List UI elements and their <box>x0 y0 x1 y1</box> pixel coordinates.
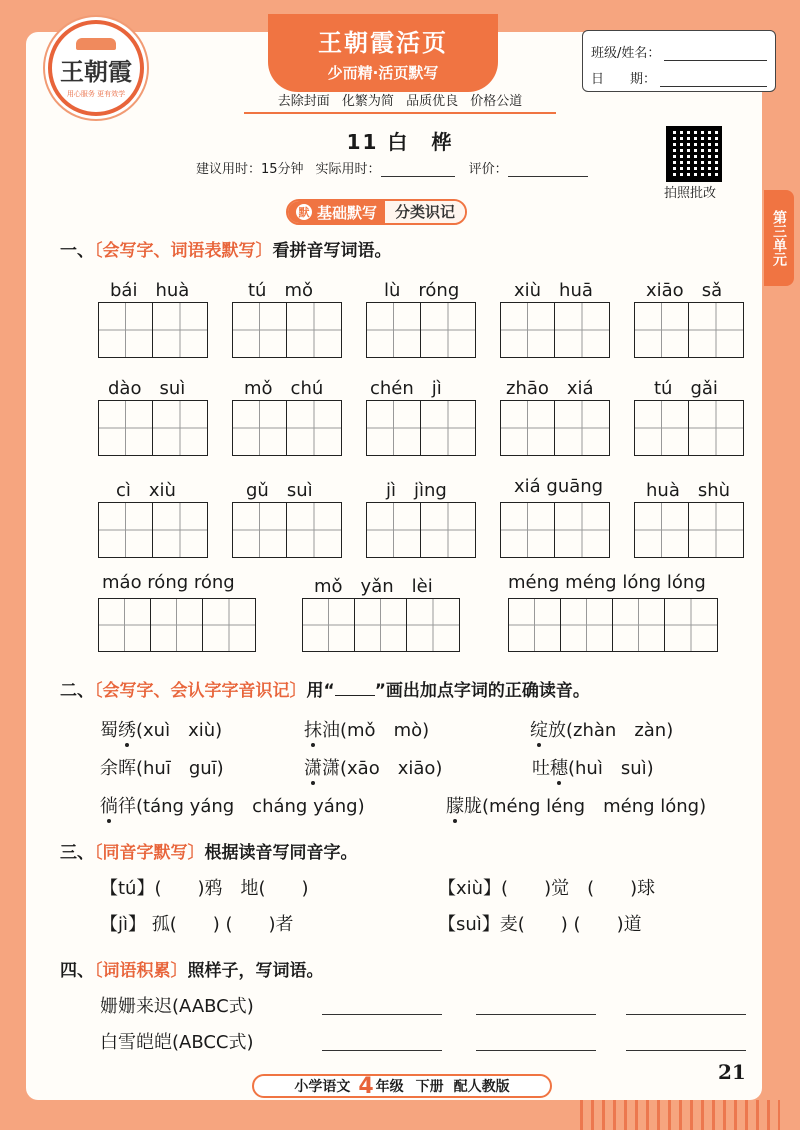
grid-cell[interactable] <box>203 599 255 651</box>
footer-subject: 小学语文 <box>294 1079 351 1095</box>
writing-grid[interactable] <box>366 400 476 456</box>
page-number: 21 <box>718 1060 746 1084</box>
pinyin-label: xiù huā <box>514 280 593 301</box>
date-label: 日 期： <box>591 72 657 87</box>
grid-cell[interactable] <box>287 503 341 557</box>
writing-grid[interactable] <box>232 400 342 456</box>
grid-cell[interactable] <box>665 599 717 651</box>
pinyin-label: zhāo xiá <box>506 378 594 399</box>
grid-cell[interactable] <box>501 503 555 557</box>
pinyin-label: cì xiù <box>116 480 176 501</box>
question-1-heading <box>60 236 392 261</box>
grid-cell[interactable] <box>613 599 665 651</box>
grid-cell[interactable] <box>233 503 287 557</box>
motto-bar <box>244 92 556 114</box>
crown-icon <box>76 38 116 50</box>
pinyin-label: lù róng <box>384 280 460 301</box>
answer-line[interactable] <box>322 1014 442 1015</box>
pinyin-label: gǔ suì <box>246 480 313 501</box>
writing-grid[interactable] <box>508 598 718 652</box>
grid-cell[interactable] <box>153 303 207 357</box>
grid-cell[interactable] <box>355 599 407 651</box>
suggested-time: 建议用时：15分钟 <box>196 162 304 177</box>
writing-grid[interactable] <box>98 302 208 358</box>
motto-item: 去除封面 <box>277 94 330 109</box>
grid-cell[interactable] <box>555 303 609 357</box>
answer-line[interactable] <box>476 1050 596 1051</box>
section-icon: 默 <box>296 204 312 220</box>
grid-cell[interactable] <box>367 303 421 357</box>
question-tag: 〔会写字、词语表默写〕 <box>94 241 273 261</box>
writing-grid[interactable] <box>500 400 610 456</box>
grid-cell[interactable] <box>635 401 689 455</box>
grid-cell[interactable] <box>99 401 153 455</box>
answer-line[interactable] <box>322 1050 442 1051</box>
writing-grid[interactable] <box>98 598 256 652</box>
reading-item[interactable]: 吐穗(huì suì) <box>532 758 654 779</box>
pinyin-label: jì jìng <box>386 480 447 501</box>
grid-cell[interactable] <box>689 303 743 357</box>
actual-time-label: 实际用时： <box>315 162 381 177</box>
grid-cell[interactable] <box>151 599 203 651</box>
class-name-label: 班级/姓名： <box>591 46 661 61</box>
writing-grid[interactable] <box>634 302 744 358</box>
question-3-heading <box>60 838 358 863</box>
qr-label: 拍照批改 <box>664 186 717 201</box>
grid-cell[interactable] <box>153 503 207 557</box>
brand-banner <box>268 14 498 92</box>
reading-item[interactable]: 潇潇(xāo xiāo) <box>304 758 443 779</box>
brand-title: 王朝霞活页 <box>318 29 448 57</box>
answer-line[interactable] <box>626 1050 746 1051</box>
grid-cell[interactable] <box>421 303 475 357</box>
grid-cell[interactable] <box>501 401 555 455</box>
question-instruction: 用“ <box>306 681 335 701</box>
date-field[interactable] <box>660 71 767 87</box>
pinyin-label: bái huà <box>110 280 190 301</box>
rating-field[interactable] <box>508 163 588 177</box>
question-4-heading <box>60 956 324 981</box>
pinyin-label: xiāo sǎ <box>646 280 723 301</box>
pinyin-label: chén jì <box>370 378 442 399</box>
writing-grid[interactable] <box>500 302 610 358</box>
grid-cell[interactable] <box>561 599 613 651</box>
grid-cell[interactable] <box>303 599 355 651</box>
grid-cell[interactable] <box>689 401 743 455</box>
question-instruction: 照样子，写词语。 <box>187 961 324 981</box>
brand-slogan: 少而精·活页默写 <box>327 64 439 82</box>
writing-grid[interactable] <box>366 302 476 358</box>
underline-sample <box>335 682 375 696</box>
writing-grid[interactable] <box>634 502 744 558</box>
question-2-heading <box>60 676 590 701</box>
footer-grade-unit: 年级 <box>375 1079 404 1095</box>
pinyin-label: tú gǎi <box>654 378 718 399</box>
timing-row <box>196 158 588 177</box>
class-name-field[interactable] <box>664 45 767 61</box>
grid-cell[interactable] <box>233 401 287 455</box>
section-header <box>286 199 467 225</box>
logo-name: 王朝霞 <box>60 56 132 86</box>
pinyin-label: mǒ yǎn lèi <box>314 576 433 597</box>
section-main <box>288 201 385 223</box>
grid-cell[interactable] <box>233 303 287 357</box>
grid-cell[interactable] <box>99 503 153 557</box>
section-sub: 分类识记 <box>385 201 465 223</box>
reading-item[interactable]: 绽放(zhàn zàn) <box>530 720 674 741</box>
pinyin-label: tú mǒ <box>248 280 314 301</box>
footer-badge <box>252 1074 552 1098</box>
homophone-item[interactable]: 【tú】( )鸦 地( ) <box>100 878 309 899</box>
writing-grid[interactable] <box>634 400 744 456</box>
question-number: 三、 <box>60 843 94 863</box>
question-tag: 〔词语积累〕 <box>94 961 188 981</box>
homophone-item[interactable]: 【jì】 孤( ) ( )者 <box>100 914 294 935</box>
question-tag: 〔会写字、会认字字音识记〕 <box>94 681 307 701</box>
rating-label: 评价： <box>468 162 508 177</box>
homophone-item[interactable]: 【xiù】( )觉 ( )球 <box>438 878 656 899</box>
lesson-title: 11 白 桦 <box>346 130 454 154</box>
pinyin-label: dào suì <box>108 378 186 399</box>
section-label: 基础默写 <box>317 203 378 222</box>
question-instruction: 根据读音写同音字。 <box>204 843 358 863</box>
logo-tagline: 用心服务 更有效学 <box>66 89 126 98</box>
worksheet-page <box>26 32 762 1100</box>
brand-logo <box>48 20 144 116</box>
grid-cell[interactable] <box>287 401 341 455</box>
grid-cell[interactable] <box>367 401 421 455</box>
footer-grade: 4 <box>358 1073 374 1099</box>
pinyin-label: méng méng lóng lóng <box>508 572 706 593</box>
grid-cell[interactable] <box>501 303 555 357</box>
grid-cell[interactable] <box>407 599 459 651</box>
pinyin-label: máo róng róng <box>102 572 235 593</box>
reading-item[interactable]: 徜徉(táng yáng cháng yáng) <box>100 796 365 817</box>
question-instruction: ”画出加点字词的正确读音。 <box>374 681 590 701</box>
student-info-box <box>582 30 776 92</box>
writing-grid[interactable] <box>98 400 208 456</box>
grid-cell[interactable] <box>99 599 151 651</box>
grid-cell[interactable] <box>555 401 609 455</box>
grid-cell[interactable] <box>99 303 153 357</box>
reading-item[interactable]: 余晖(huī guī) <box>100 758 224 779</box>
grid-cell[interactable] <box>421 503 475 557</box>
question-tag: 〔同音字默写〕 <box>94 843 205 863</box>
writing-grid[interactable] <box>98 502 208 558</box>
grid-cell[interactable] <box>689 503 743 557</box>
question-number: 四、 <box>60 961 94 981</box>
reading-item[interactable]: 抹油(mǒ mò) <box>304 720 430 741</box>
pinyin-label: mǒ chú <box>244 378 324 399</box>
motto-item: 化繁为简 <box>341 94 394 109</box>
grid-cell[interactable] <box>635 303 689 357</box>
grid-cell[interactable] <box>153 401 207 455</box>
actual-time-field[interactable] <box>381 163 455 177</box>
grid-cell[interactable] <box>555 503 609 557</box>
unit-tab: 第三单元 <box>764 190 794 286</box>
writing-grid[interactable] <box>500 502 610 558</box>
pinyin-label: huà shù <box>646 480 731 501</box>
qr-code-icon[interactable] <box>666 126 722 182</box>
question-instruction: 看拼音写词语。 <box>272 241 392 261</box>
motto-item: 价格公道 <box>470 94 523 109</box>
reading-item[interactable]: 蜀绣(xuì xiù) <box>100 720 223 741</box>
example-word: 姗姗来迟(AABC式) <box>100 996 254 1017</box>
footer-edition: 配人教版 <box>453 1079 510 1095</box>
answer-line[interactable] <box>626 1014 746 1015</box>
writing-grid[interactable] <box>366 502 476 558</box>
example-word: 白雪皑皑(ABCC式) <box>100 1032 254 1053</box>
homophone-item[interactable]: 【suì】麦( ) ( )道 <box>438 914 642 935</box>
reading-item[interactable]: 朦胧(méng léng méng lóng) <box>446 796 707 817</box>
grid-cell[interactable] <box>509 599 561 651</box>
footer-volume: 下册 <box>415 1079 444 1095</box>
grid-cell[interactable] <box>367 503 421 557</box>
grid-cell[interactable] <box>421 401 475 455</box>
pinyin-label: xiá guāng <box>514 476 604 497</box>
writing-grid[interactable] <box>232 302 342 358</box>
grid-cell[interactable] <box>635 503 689 557</box>
decorative-stripes <box>580 1100 780 1130</box>
writing-grid[interactable] <box>302 598 460 652</box>
answer-line[interactable] <box>476 1014 596 1015</box>
question-number: 二、 <box>60 681 94 701</box>
writing-grid[interactable] <box>232 502 342 558</box>
motto-item: 品质优良 <box>406 94 459 109</box>
question-number: 一、 <box>60 241 94 261</box>
grid-cell[interactable] <box>287 303 341 357</box>
